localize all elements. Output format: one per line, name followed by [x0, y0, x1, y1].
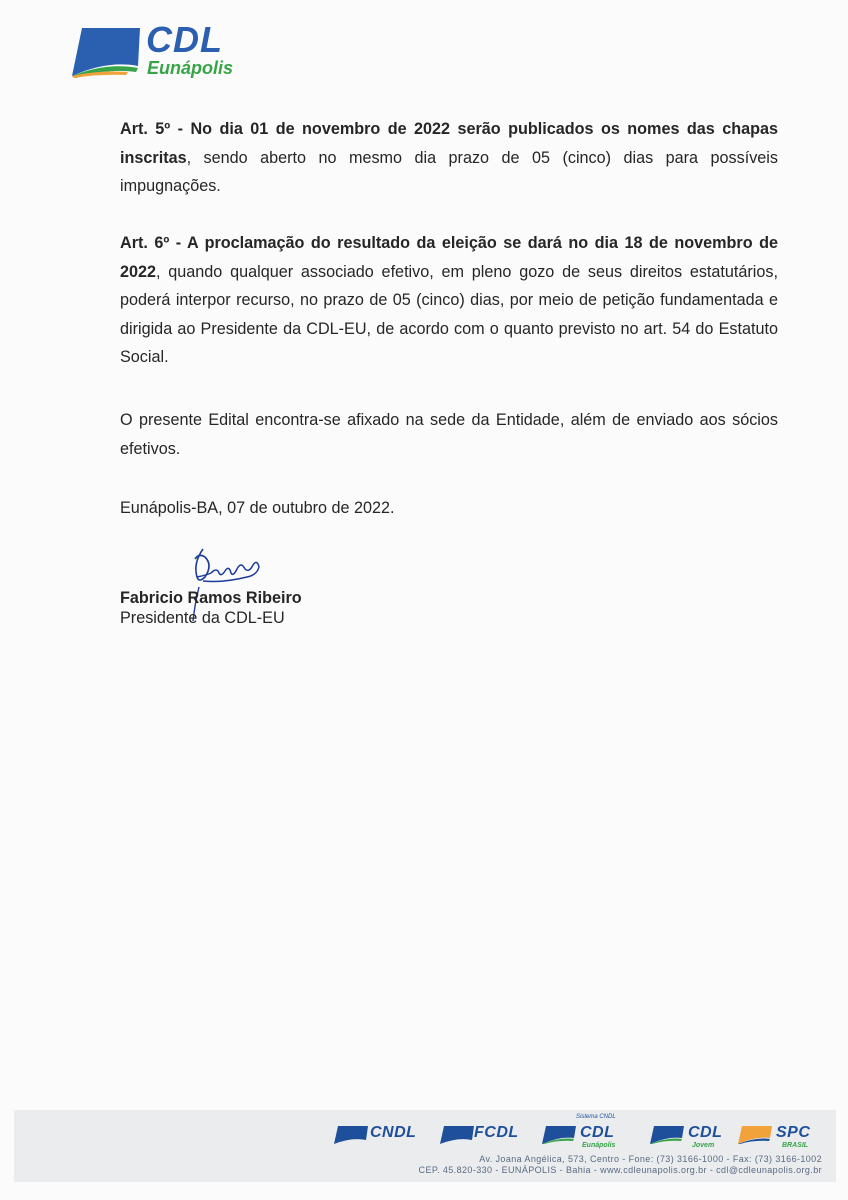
- brand-swoosh-icon: [440, 1126, 474, 1144]
- logo-subtitle: Eunápolis: [147, 58, 234, 78]
- brand-label: CDL: [688, 1124, 723, 1141]
- brand-label: CDL: [580, 1124, 615, 1141]
- article-6-bold: Art. 6º - A proclamação do resultado da eleição se dará no dia 18 de novembro de 2022: [120, 234, 778, 281]
- brand-sub-label: Eunápolis: [582, 1142, 616, 1149]
- date-line: Eunápolis-BA, 07 de outubro de 2022.: [120, 499, 395, 517]
- brand-cdl-eunapolis: [542, 1114, 638, 1150]
- brand-sub-label: Jovem: [692, 1142, 715, 1149]
- brand-cndl: [334, 1118, 430, 1150]
- brand-logos: [334, 1114, 824, 1150]
- footer-address-line-2: CEP. 45.820-330 - EUNÁPOLIS - Bahia - www.cdleunapolis.org.br - cdl@cdleunapolis.org.br: [418, 1165, 822, 1175]
- signer-name: Fabricio Ramos Ribeiro: [120, 589, 302, 607]
- footer-address: [419, 1154, 822, 1176]
- footer-address-line-1: Av. Joana Angélica, 573, Centro - Fone: (73) 3166-1000 - Fax: (73) 3166-1002: [479, 1154, 822, 1164]
- brand-cdl-jovem: [650, 1118, 730, 1150]
- edital-notice-paragraph: O presente Edital encontra-se afixado na sede da Entidade, além de enviado aos sócios efetivos.: [120, 411, 778, 458]
- logo-title: CDL: [146, 19, 223, 60]
- signer-role: Presidente da CDL-EU: [120, 609, 285, 627]
- brand-label: SPC: [776, 1124, 811, 1141]
- brand-swoosh-icon: [738, 1126, 772, 1144]
- brand-label: FCDL: [474, 1124, 519, 1141]
- letterhead-footer: [14, 1110, 836, 1182]
- cdl-eunapolis-logo: [68, 19, 238, 82]
- article-5-bold: Art. 5º - No dia 01 de novembro de 2022 serão publicados os nomes das chapas inscritas: [120, 120, 778, 167]
- article-6-text: , quando qualquer associado efetivo, em pleno gozo de seus direitos estatutários, poderá interpor recurso, no prazo de 05 (cinco) dias, por meio de petição fundamentada e dirigida ao Presidente da CDL-EU, de acordo com o quanto previsto no art. 54 do Estatuto Social.: [120, 262, 778, 366]
- brand-spc-brasil: [738, 1118, 824, 1150]
- article-6-paragraph: [120, 229, 778, 372]
- brand-sub-label: BRASIL: [782, 1142, 809, 1149]
- brand-top-label: Sistema CNDL: [576, 1114, 616, 1120]
- article-5-paragraph: [120, 115, 778, 201]
- brand-label: CNDL: [370, 1124, 417, 1141]
- brand-fcdl: [440, 1118, 532, 1150]
- brand-swoosh-icon: [542, 1126, 576, 1144]
- article-5-text: , sendo aberto no mesmo dia prazo de 05 (cinco) dias para possíveis impugnações.: [120, 148, 778, 195]
- cdl-swoosh-icon: [68, 26, 142, 78]
- brand-swoosh-icon: [334, 1126, 368, 1144]
- brand-swoosh-icon: [650, 1126, 684, 1144]
